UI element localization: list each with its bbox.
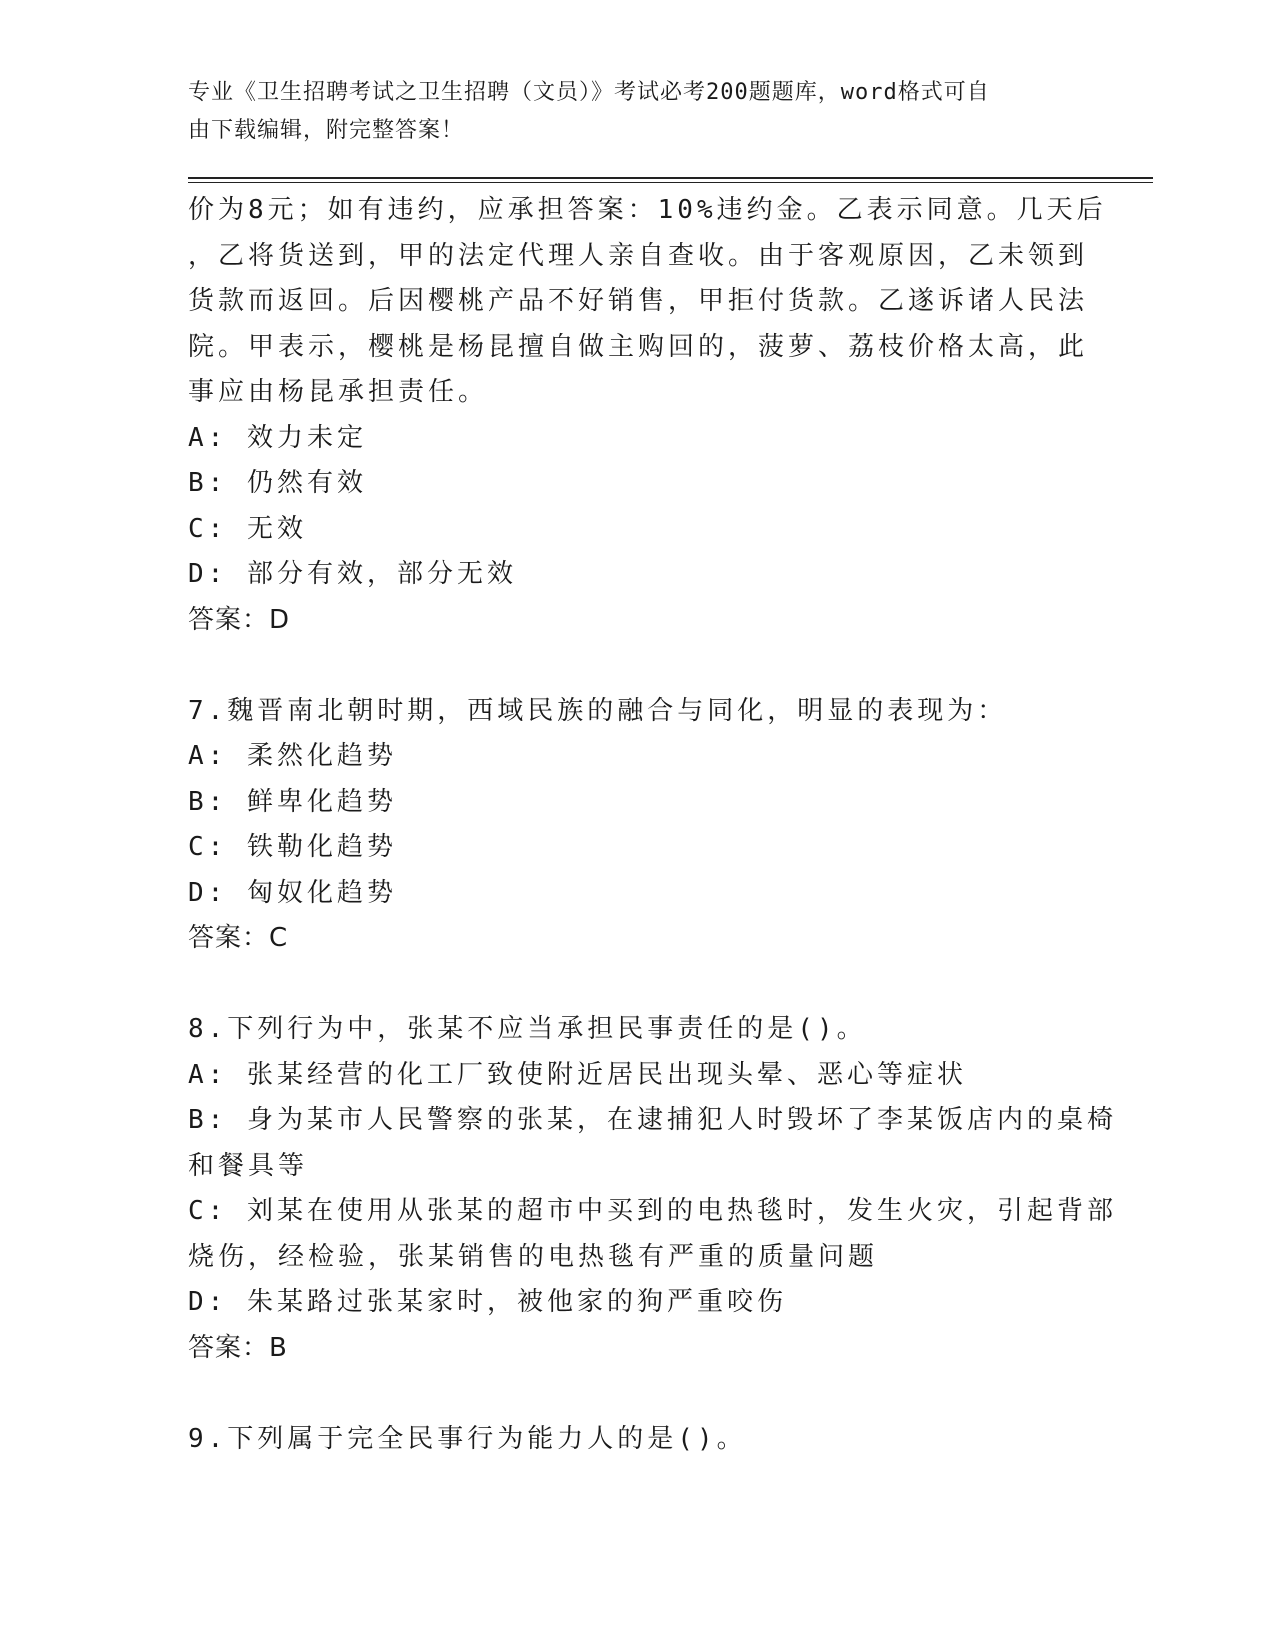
option-b: B: 鲜卑化趋势 [188, 786, 397, 817]
option-a: A: 柔然化趋势 [188, 741, 397, 771]
option-c: C: 铁勒化趋势 [188, 832, 397, 862]
option-a: A: 张某经营的化工厂致使附近居民出现头晕、恶心等症状 [188, 1059, 967, 1090]
paragraph-line: 价为8元；如有违约，应承担答案：10%违约金。乙表示同意。几天后 [188, 195, 1107, 225]
option-d: D: 匈奴化趋势 [188, 877, 397, 908]
option-b: B: 仍然有效 [188, 468, 367, 498]
question-stem: 9.下列属于完全民事行为能力人的是()。 [188, 1423, 747, 1454]
paragraph-line: 事应由杨昆承担责任。 [188, 377, 489, 407]
option-d: D: 朱某路过张某家时，被他家的狗严重咬伤 [188, 1287, 787, 1317]
option-c: C: 无效 [188, 513, 307, 544]
option-c: C: 刘某在使用从张某的超市中买到的电热毯时，发生火灾，引起背部 [188, 1196, 1117, 1226]
paragraph-line: ，乙将货送到，甲的法定代理人亲自查收。由于客观原因，乙未领到 [188, 240, 1089, 271]
header-rule-thick [188, 177, 1153, 179]
answer-line: 答案：B [188, 1332, 288, 1363]
answer-line: 答案：C [188, 923, 289, 953]
header-line-1: 专业《卫生招聘考试之卫生招聘（文员）》考试必考200题题库，word格式可自 [188, 80, 990, 105]
answer-line: 答案：D [188, 604, 291, 635]
document-header [188, 74, 1068, 150]
option-b: B: 身为某市人民警察的张某，在逮捕犯人时毁坏了李某饭店内的桌椅 [188, 1105, 1117, 1135]
question-stem: 8.下列行为中，张某不应当承担民事责任的是()。 [188, 1014, 867, 1044]
question-stem: 7.魏晋南北朝时期，西域民族的融合与同化，明显的表现为： [188, 695, 1008, 726]
spacer [188, 1371, 1088, 1417]
question-content [188, 188, 1117, 1462]
option-c-continued: 烧伤，经检验，张某销售的电热毯有严重的质量问题 [188, 1241, 879, 1272]
option-d: D: 部分有效，部分无效 [188, 559, 517, 589]
header-line-2: 由下载编辑，附完整答案！ [188, 118, 465, 143]
spacer [188, 643, 1088, 689]
paragraph-line: 院。甲表示，樱桃是杨昆擅自做主购回的，菠萝、荔枝价格太高，此 [188, 331, 1089, 362]
spacer [188, 962, 1088, 1008]
header-rule-thin [188, 182, 1153, 183]
option-b-continued: 和餐具等 [188, 1150, 309, 1181]
option-a: A: 效力未定 [188, 422, 367, 453]
paragraph-line: 货款而返回。后因樱桃产品不好销售，甲拒付货款。乙遂诉诸人民法 [188, 286, 1089, 316]
